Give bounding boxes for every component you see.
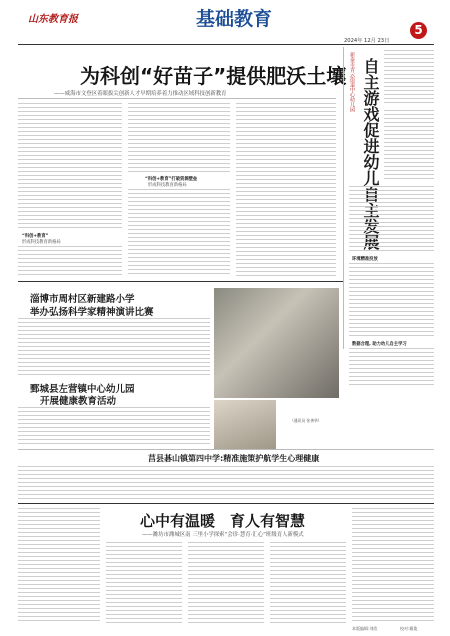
juye-body bbox=[18, 407, 210, 445]
footer-editor: 本版编辑:刘欣 bbox=[352, 626, 378, 631]
bottom-headline: 心中有温暖 育人有智慧 bbox=[140, 512, 306, 530]
bottom-col-4 bbox=[270, 542, 346, 624]
zibo-title: 淄博市周村区新建路小学 bbox=[30, 294, 135, 305]
right-col-divider bbox=[343, 47, 344, 349]
newspaper-logo: 山东教育报 bbox=[28, 14, 78, 25]
bottom-col-left bbox=[18, 508, 100, 623]
classroom-photo bbox=[214, 400, 276, 450]
bottom-rule bbox=[18, 503, 434, 504]
inner-heading: “科创+教育”打破资源壁垒 bbox=[145, 177, 198, 182]
footer-proofreader: 校对:戴俊 bbox=[400, 626, 418, 631]
right-col-body-top bbox=[384, 50, 434, 106]
bottom-col-3 bbox=[188, 542, 264, 624]
lead-col-1 bbox=[18, 103, 122, 231]
juxian-title: 莒县碁山镇第四中学:精准施策护航学生心理健康 bbox=[148, 454, 320, 463]
zibo-body bbox=[18, 318, 210, 378]
juye-title: 鄄城县左营镇中心幼儿园 bbox=[30, 384, 135, 395]
section-title: 基础教育 bbox=[196, 8, 273, 30]
column-section-heading: “科创+教育” bbox=[22, 234, 49, 239]
issue-date: 2024年 12月 23日 bbox=[344, 38, 390, 44]
lead-divider bbox=[18, 98, 336, 99]
right-col-body-3 bbox=[349, 263, 434, 339]
inner-subheading: 形成科技教育新格局 bbox=[148, 183, 187, 188]
right-kicker: 新泰市青云街道中心幼儿园 bbox=[349, 52, 355, 112]
juxian-divider bbox=[18, 449, 434, 450]
zibo-subtitle: 举办弘扬科学家精神演讲比赛 bbox=[30, 307, 154, 318]
exhibition-photo bbox=[214, 288, 339, 398]
right-headline: 自主游戏促进幼儿自主发展 bbox=[361, 58, 380, 250]
column-section-subheading: 形成科技教育新格局 bbox=[22, 240, 61, 245]
right-col-body-2 bbox=[349, 186, 434, 252]
bottom-col-right bbox=[352, 508, 434, 623]
lead-col-2b bbox=[128, 189, 230, 276]
right-subhead-1: 环境精准投放 bbox=[352, 257, 378, 262]
lead-headline: 为科创“好苗子”提供肥沃土壤 bbox=[80, 64, 347, 88]
mid-rule bbox=[18, 281, 343, 282]
juxian-body bbox=[18, 466, 434, 500]
page-number: 5 bbox=[414, 23, 423, 37]
right-col-body-mid bbox=[384, 110, 434, 180]
juye-subtitle: 开展健康教育活动 bbox=[40, 396, 117, 407]
lead-col-3 bbox=[236, 103, 336, 276]
lead-col-2 bbox=[128, 103, 230, 175]
right-col-body-4 bbox=[349, 348, 434, 386]
lead-col-1b bbox=[18, 246, 122, 276]
bottom-subhead: ——潍坊市潍城区南 三里小学探索“会诊·慧育·汇心”班级育人新模式 bbox=[142, 532, 304, 538]
right-subhead-2: 数据合理, 助力幼儿自主学习 bbox=[352, 342, 407, 347]
masthead-rule bbox=[18, 44, 434, 45]
photo-caption: （通讯员 张善华） bbox=[290, 418, 322, 423]
lead-subhead: ——威海市文登区着眼拔尖创新人才早期培养着力推动区域科技创新教育 bbox=[54, 91, 227, 97]
bottom-col-2 bbox=[106, 542, 182, 624]
page-number-badge bbox=[410, 22, 427, 39]
